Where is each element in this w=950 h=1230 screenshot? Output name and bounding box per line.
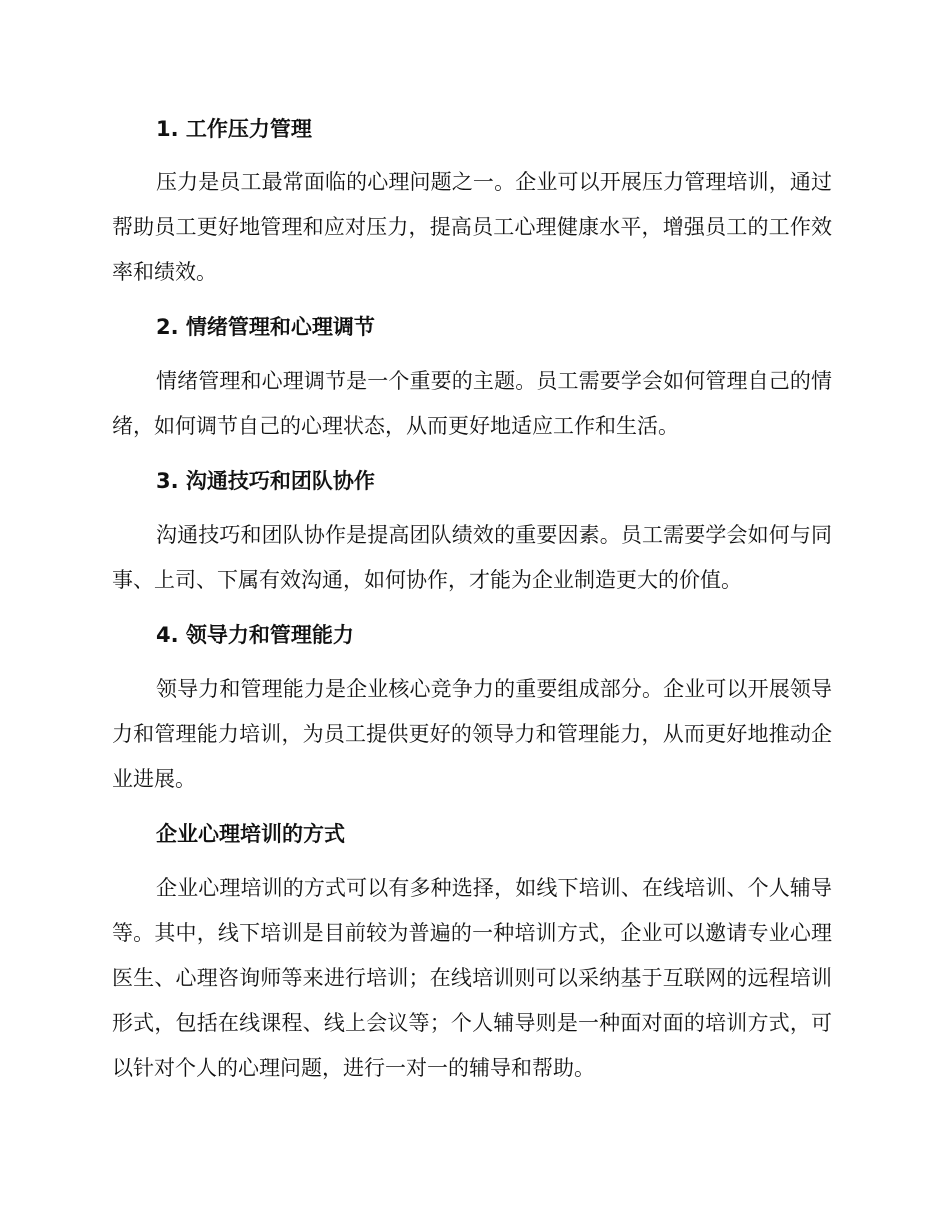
section-paragraph-leadership: 领导力和管理能力是企业核心竞争力的重要组成部分。企业可以开展领导力和管理能力培训，为员工提供更好的领导力和管理能力，从而更好地推动企业进展。 [112, 677, 832, 791]
section-heading-stress-management: 1. 工作压力管理 [156, 117, 312, 141]
section-paragraph-training-methods: 企业心理培训的方式可以有多种选择，如线下培训、在线培训、个人辅导等。其中，线下培训是目前较为普遍的一种培训方式，企业可以邀请专业心理医生、心理咨询师等来进行培训；在线培训则可以采纳基于互联网的远程培训形式，包括在线课程、线上会议等；个人辅导则是一种面对面的培训方式，可以针对个人的心理问题，进行一对一的辅导和帮助。 [112, 876, 832, 1080]
section-paragraph-emotion-management: 情绪管理和心理调节是一个重要的主题。员工需要学会如何管理自己的情绪，如何调节自己的心理状态，从而更好地适应工作和生活。 [112, 369, 832, 438]
section-heading-communication-teamwork: 3. 沟通技巧和团队协作 [156, 469, 375, 493]
section-heading-training-methods: 企业心理培训的方式 [156, 822, 345, 846]
section-heading-leadership: 4. 领导力和管理能力 [156, 623, 354, 647]
section-paragraph-communication-teamwork: 沟通技巧和团队协作是提高团队绩效的重要因素。员工需要学会如何与同事、上司、下属有效沟通，如何协作，才能为企业制造更大的价值。 [112, 523, 832, 592]
section-heading-emotion-management: 2. 情绪管理和心理调节 [156, 315, 375, 339]
section-paragraph-stress-management: 压力是员工最常面临的心理问题之一。企业可以开展压力管理培训，通过帮助员工更好地管理和应对压力，提高员工心理健康水平，增强员工的工作效率和绩效。 [112, 170, 832, 284]
